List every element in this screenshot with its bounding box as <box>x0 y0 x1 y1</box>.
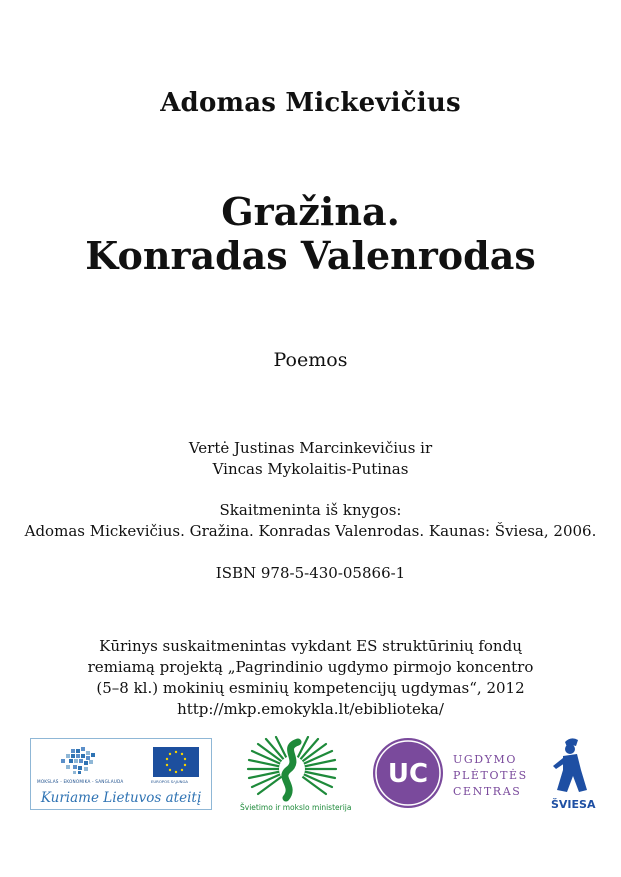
project-note <box>0 636 621 720</box>
digitized-book: Adomas Mickevičius. Gražina. Konradas Valenrodas. Kaunas: Šviesa, 2006. <box>24 522 597 540</box>
project-line-3: (5–8 kl.) mokinių esminių kompetencijų ugdymas“, 2012 <box>96 679 525 697</box>
project-line-2: remiamą projektą „Pagrindinio ugdymo pirmojo koncentro <box>87 658 534 676</box>
ministry-logo <box>240 736 352 816</box>
title-line-2: Konradas Valenrodas <box>85 233 536 278</box>
upc-line-3: CENTRAS <box>453 785 522 798</box>
upc-line-2: PLĖTOTĖS <box>453 769 528 782</box>
upc-words <box>453 752 528 800</box>
sviesa-figure-icon <box>551 736 591 798</box>
translators-credit <box>0 438 621 480</box>
eu-label: EUROPOS SĄJUNGA <box>151 779 188 784</box>
esf-logo <box>30 738 212 810</box>
ministry-caption: Švietimo ir mokslo ministerija <box>240 803 352 812</box>
isbn: ISBN 978-5-430-05866-1 <box>215 564 406 582</box>
sviesa-logo <box>551 736 596 814</box>
book-title <box>0 190 621 278</box>
esf-fund-label: MOKSLAS - EKONOMIKA - SANGLAUDA <box>37 779 124 784</box>
upc-logo <box>371 738 531 810</box>
upc-initials: UC <box>387 759 429 789</box>
sviesa-wordmark: ŠVIESA <box>551 798 596 811</box>
translators-line-1: Vertė Justinas Marcinkevičius ir <box>188 439 433 457</box>
author-name: Adomas Mickevičius <box>160 88 461 118</box>
upc-circle-icon <box>371 736 447 812</box>
ministry-emblem-icon <box>240 736 344 802</box>
digitized-source <box>0 500 621 542</box>
project-url[interactable]: http://mkp.emokykla.lt/ebiblioteka/ <box>177 700 444 718</box>
translators-line-2: Vincas Mykolaitis-Putinas <box>212 460 409 478</box>
project-line-1: Kūrinys suskaitmenintas vykdant ES struktūrinių fondų <box>99 637 522 655</box>
esf-motto: Kuriame Lietuvos ateitį <box>40 790 202 806</box>
title-line-1: Gražina. <box>221 189 400 234</box>
genre-label: Poemos <box>273 349 348 371</box>
digitized-label: Skaitmeninta iš knygos: <box>219 501 402 519</box>
upc-line-1: UGDYMO <box>453 753 518 766</box>
